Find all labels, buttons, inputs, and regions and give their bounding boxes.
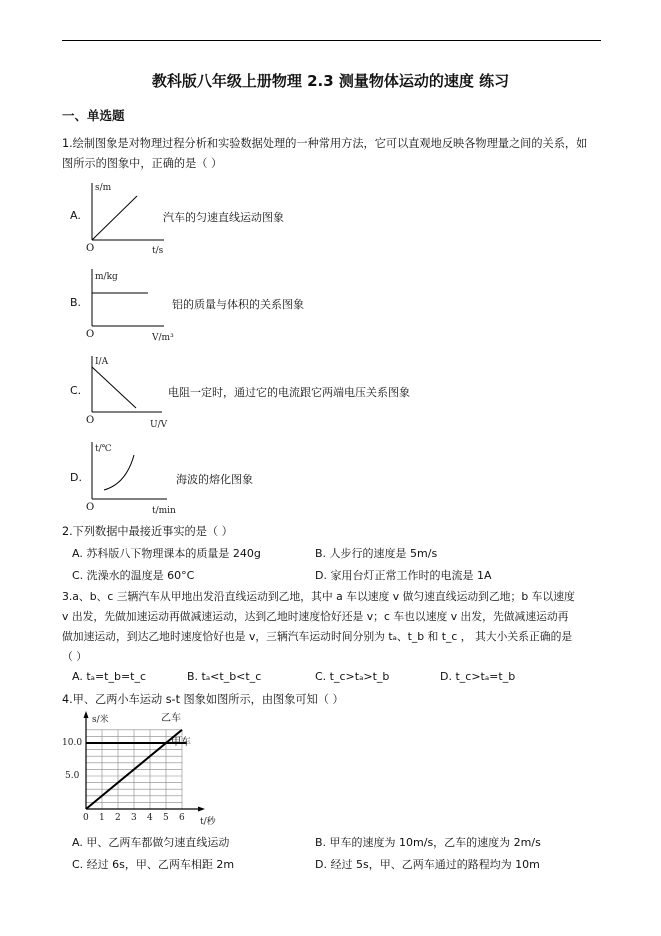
q4-xtick: 2 — [115, 813, 121, 823]
q3-option-a: A. tₐ=t_b=t_c — [72, 670, 147, 683]
top-rule — [62, 40, 601, 41]
q1-graph-a — [82, 178, 172, 258]
q4-xlabel: t/秒 — [200, 817, 216, 827]
q4-x-arrow — [198, 807, 205, 812]
q1-d-xlabel: t/min — [152, 506, 176, 516]
q4-xtick: 1 — [99, 813, 105, 823]
q1-option-b-letter: B. — [70, 296, 82, 309]
q4-st-graph — [62, 708, 232, 830]
q4-option-d: D. 经过 5s，甲、乙两车通过的路程均为 10m — [315, 858, 540, 871]
q2-option-a: A. 苏科版八下物理课本的质量是 240g — [72, 547, 261, 560]
q4-xtick: 6 — [179, 813, 185, 823]
q1-b-origin: O — [86, 329, 95, 340]
q1-d-origin: O — [86, 502, 95, 513]
q1-graph-d — [82, 438, 182, 518]
q1-stem-line1: 1.绘制图象是对物理过程分析和实验数据处理的一种常用方法，它可以直观地反映各物理量之间的关系，如 — [62, 137, 588, 150]
q1-d-ylabel: t/℃ — [95, 444, 112, 454]
q1-graph-b — [82, 266, 177, 346]
q3-option-b: B. tₐ<t_b<t_c — [187, 670, 262, 683]
q3-option-c: C. t_c>tₐ>t_b — [315, 670, 390, 683]
q1-a-ylabel: s/m — [95, 183, 112, 193]
q3-stem-line3: 做加速运动，到达乙地时速度恰好也是 v，三辆汽车运动时间分别为 tₐ、t_b 和 t_c ， 其大小关系正确的是 — [62, 630, 573, 643]
q4-xtick: 4 — [147, 813, 153, 823]
q1-stem-line2: 图所示的图象中，正确的是（ ） — [62, 157, 223, 170]
q1-b-ylabel: m/kg — [95, 272, 118, 282]
q4-y-arrow — [84, 711, 89, 718]
q1-option-a-text: 汽车的匀速直线运动图象 — [163, 211, 284, 224]
q1-option-a-letter: A. — [70, 209, 81, 222]
q4-xtick: 0 — [83, 813, 89, 823]
q1-option-b-text: 铝的质量与体积的关系图象 — [172, 298, 304, 311]
q4-option-c: C. 经过 6s，甲、乙两车相距 2m — [72, 858, 235, 871]
q1-c-ylabel: I/A — [95, 357, 109, 367]
q3-stem-line2: v 出发，先做加速运动再做减速运动，达到乙地时速度恰好还是 v；c 车也以速度 v 出发，先做减速运动再 — [62, 610, 569, 623]
page-title: 教科版八年级上册物理 2.3 测量物体运动的速度 练习 — [151, 72, 510, 90]
q4-label-jia: 甲车 — [171, 737, 191, 748]
q2-option-c: C. 洗澡水的温度是 60°C — [72, 569, 195, 582]
q4-label-yi: 乙车 — [161, 713, 181, 724]
q2-option-b: B. 人步行的速度是 5m/s — [315, 547, 438, 560]
q3-option-d: D. t_c>tₐ=t_b — [440, 670, 516, 683]
q2-option-d: D. 家用台灯正常工作时的电流是 1A — [315, 569, 492, 582]
q4-stem: 4.甲、乙两小车运动 s-t 图象如图所示，由图象可知（ ） — [62, 693, 344, 706]
q4-option-b: B. 甲车的速度为 10m/s，乙车的速度为 2m/s — [315, 836, 541, 849]
q1-c-origin: O — [86, 415, 95, 426]
q4-xtick: 3 — [131, 813, 137, 823]
q3-stem-line4: （ ） — [62, 650, 88, 663]
q4-xtick: 5 — [163, 813, 169, 823]
q3-stem-line1: 3.a、b、c 三辆汽车从甲地出发沿直线运动到乙地，其中 a 车以速度 v 做匀速直线运动到乙地；b 车以速度 — [62, 590, 575, 603]
q4-ytick-5: 5.0 — [65, 771, 80, 781]
q1-a-origin: O — [86, 243, 95, 254]
q4-ytick-10: 10.0 — [62, 738, 83, 748]
q1-option-d-text: 海波的熔化图象 — [176, 473, 253, 486]
q1-c-xlabel: U/V — [150, 420, 168, 430]
q2-stem: 2.下列数据中最接近事实的是（ ） — [62, 525, 233, 538]
section-heading: 一、单选题 — [62, 108, 125, 123]
q4-option-a: A. 甲、乙两车都做匀速直线运动 — [72, 836, 230, 849]
q1-a-xlabel: t/s — [152, 246, 164, 256]
q1-option-d-letter: D. — [70, 471, 82, 484]
q1-option-c-text: 电阻一定时，通过它的电流跟它两端电压关系图象 — [168, 386, 410, 399]
q4-ylabel: s/米 — [92, 715, 109, 725]
q1-option-c-letter: C. — [70, 384, 82, 397]
q1-graph-c — [82, 352, 177, 432]
q1-b-xlabel: V/m³ — [152, 333, 174, 343]
